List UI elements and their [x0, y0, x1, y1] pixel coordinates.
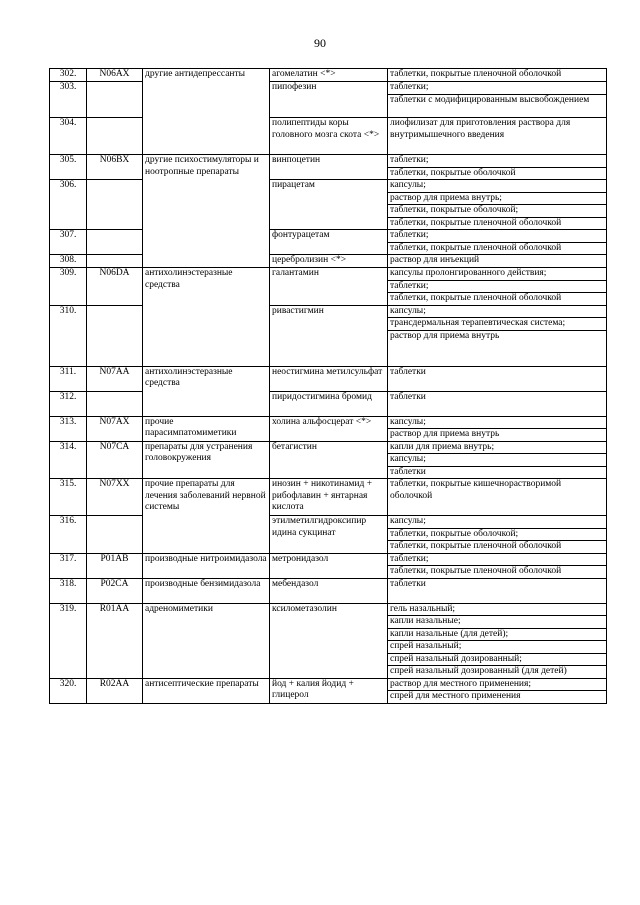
drug-list-table: [49, 68, 607, 704]
dosage-form: трансдермальная терапевтическая система;: [388, 317, 606, 330]
dosage-form: таблетки;: [388, 280, 606, 293]
dosage-forms: [388, 441, 607, 479]
dosage-forms: [388, 391, 607, 416]
row-number: 320.: [50, 678, 87, 703]
atc-code: N06AX: [87, 69, 143, 82]
dosage-form: таблетки, покрытые кишечнорастворимой оболочкой: [390, 479, 562, 501]
pharmacological-group: производные нитроимидазола: [143, 553, 270, 578]
dosage-forms: [388, 155, 607, 180]
drug-name: пирацетам: [270, 180, 388, 230]
table-row: [50, 118, 607, 155]
row-number: 308.: [50, 255, 87, 268]
drug-name: пиридостигмина бромид: [270, 391, 388, 416]
dosage-form: таблетки, покрытые пленочной оболочкой: [388, 540, 606, 553]
dosage-form: таблетки, покрытые оболочкой;: [388, 204, 606, 217]
drug-name: винпоцетин: [270, 155, 388, 180]
drug-name: инозин + никотинамид + рибофлавин + янтарная кислота: [270, 479, 388, 516]
table-row: [50, 678, 607, 703]
atc-code: [87, 82, 143, 118]
dosage-form: таблетки: [390, 366, 426, 377]
atc-code: P02CA: [87, 578, 143, 603]
row-number: 306.: [50, 180, 87, 230]
pharmacological-group: препараты для устранения головокружения: [143, 441, 270, 479]
dosage-forms: [388, 516, 607, 554]
drug-name: йод + калия йодид + глицерол: [270, 678, 388, 703]
dosage-form: капли назальные;: [388, 615, 606, 628]
row-number: 313.: [50, 416, 87, 441]
pharmacological-group: антисептические препараты: [143, 678, 270, 703]
drug-name: церебролизин <*>: [270, 255, 388, 268]
dosage-form: капли для приема внутрь;: [390, 441, 495, 452]
drug-name: агомелатин <*>: [270, 69, 388, 82]
table-row: [50, 230, 607, 255]
row-number: 307.: [50, 230, 87, 255]
table-row: [50, 603, 607, 678]
row-number: 315.: [50, 479, 87, 516]
drug-name: этилметилгидроксипир идина сукцинат: [270, 516, 388, 554]
atc-code: [87, 118, 143, 155]
table-row: [50, 366, 607, 391]
atc-code: N07AA: [87, 366, 143, 391]
dosage-forms: [388, 366, 607, 391]
atc-code: [87, 255, 143, 268]
dosage-form: капсулы;: [390, 516, 426, 526]
atc-code: [87, 305, 143, 366]
dosage-form: таблетки, покрытые пленочной оболочкой: [388, 242, 606, 255]
dosage-form: раствор для местного применения;: [390, 678, 532, 689]
dosage-form: таблетки;: [390, 155, 429, 165]
table-row: [50, 416, 607, 441]
dosage-form: капсулы;: [388, 453, 606, 466]
atc-code: N06BX: [87, 155, 143, 180]
row-number: 311.: [50, 366, 87, 391]
dosage-forms: [388, 416, 607, 441]
dosage-form: таблетки с модифицированным высвобождением: [388, 94, 606, 107]
table-row: [50, 155, 607, 180]
row-number: 316.: [50, 516, 87, 554]
pharmacological-group: другие антидепрессанты: [143, 69, 270, 155]
dosage-form: таблетки, покрытые пленочной оболочкой: [388, 292, 606, 305]
atc-code: N07AX: [87, 416, 143, 441]
drug-name: неостигмина метилсульфат: [270, 366, 388, 391]
atc-code: [87, 391, 143, 416]
drug-name: холина альфосцерат <*>: [270, 416, 388, 441]
dosage-forms: [388, 69, 607, 82]
pharmacological-group: другие психостимуляторы и ноотропные препараты: [143, 155, 270, 268]
dosage-forms: [388, 268, 607, 306]
dosage-form: лиофилизат для приготовления раствора для внутримышечного введения: [390, 118, 571, 140]
dosage-form: таблетки, покрытые оболочкой: [388, 167, 606, 180]
dosage-form: капсулы;: [390, 305, 426, 316]
drug-name: бетагистин: [270, 441, 388, 479]
atc-code: [87, 230, 143, 255]
dosage-form: таблетки, покрытые пленочной оболочкой: [388, 565, 606, 578]
pharmacological-group: адреномиметики: [143, 603, 270, 678]
page-number: 90: [314, 36, 326, 50]
atc-code: [87, 516, 143, 554]
dosage-form: раствор для приема внутрь: [388, 428, 606, 441]
dosage-form: спрей назальный;: [388, 640, 606, 653]
table-row: [50, 578, 607, 603]
pharmacological-group: прочие препараты для лечения заболеваний нервной системы: [143, 479, 270, 554]
dosage-form: раствор для инъекций: [390, 255, 480, 265]
dosage-form: таблетки, покрытые пленочной оболочкой: [388, 217, 606, 230]
dosage-forms: [388, 180, 607, 230]
dosage-form: таблетки: [390, 578, 426, 589]
table-row: [50, 391, 607, 416]
dosage-forms: [388, 479, 607, 516]
dosage-forms: [388, 578, 607, 603]
dosage-form: таблетки;: [390, 82, 429, 92]
dosage-form: капли назальные (для детей);: [388, 628, 606, 641]
dosage-form: раствор для приема внутрь: [388, 330, 606, 343]
drug-name: ривастигмин: [270, 305, 388, 366]
dosage-forms: [388, 118, 607, 155]
row-number: 305.: [50, 155, 87, 180]
dosage-form: таблетки;: [390, 230, 429, 240]
table-row: [50, 479, 607, 516]
dosage-form: капсулы;: [390, 416, 426, 427]
drug-name: галантамин: [270, 268, 388, 306]
row-number: 303.: [50, 82, 87, 118]
dosage-form: раствор для приема внутрь;: [388, 192, 606, 205]
row-number: 310.: [50, 305, 87, 366]
table-row: [50, 268, 607, 306]
row-number: 309.: [50, 268, 87, 306]
dosage-forms: [388, 305, 607, 366]
dosage-form: таблетки: [390, 391, 426, 402]
dosage-form: гель назальный;: [390, 603, 456, 614]
atc-code: P01AB: [87, 553, 143, 578]
atc-code: N06DA: [87, 268, 143, 306]
atc-code: N07XX: [87, 479, 143, 516]
dosage-forms: [388, 255, 607, 268]
table-row: [50, 441, 607, 479]
drug-name: метронидазол: [270, 553, 388, 578]
row-number: 304.: [50, 118, 87, 155]
dosage-forms: [388, 553, 607, 578]
drug-name: ксилометазолин: [270, 603, 388, 678]
table-row: [50, 69, 607, 82]
dosage-forms: [388, 82, 607, 118]
row-number: 319.: [50, 603, 87, 678]
row-number: 314.: [50, 441, 87, 479]
pharmacological-group: антихолинэстеразные средства: [143, 366, 270, 416]
pharmacological-group: антихолинэстеразные средства: [143, 268, 270, 367]
dosage-form: таблетки: [388, 466, 606, 479]
dosage-form: спрей назальный дозированный (для детей): [388, 665, 606, 678]
dosage-form: спрей для местного применения: [388, 690, 606, 703]
dosage-form: капсулы пролонгированного действия;: [390, 268, 547, 278]
drug-name: мебендазол: [270, 578, 388, 603]
row-number: 318.: [50, 578, 87, 603]
pharmacological-group: прочие парасимпатомиметики: [143, 416, 270, 441]
table-row: [50, 255, 607, 268]
drug-name: полипептиды коры головного мозга скота <*>: [270, 118, 388, 155]
atc-code: N07CA: [87, 441, 143, 479]
drug-name: пипофезин: [270, 82, 388, 118]
dosage-form: таблетки, покрытые оболочкой;: [388, 528, 606, 541]
atc-code: R01AA: [87, 603, 143, 678]
dosage-form: капсулы;: [390, 180, 426, 190]
pharmacological-group: производные бензимидазола: [143, 578, 270, 603]
table-row: [50, 516, 607, 554]
dosage-form: таблетки;: [390, 553, 429, 564]
dosage-forms: [388, 678, 607, 703]
atc-code: [87, 180, 143, 230]
atc-code: R02AA: [87, 678, 143, 703]
dosage-forms: [388, 603, 607, 678]
dosage-form: спрей назальный дозированный;: [388, 653, 606, 666]
dosage-form: таблетки, покрытые пленочной оболочкой: [390, 69, 562, 79]
row-number: 302.: [50, 69, 87, 82]
row-number: 317.: [50, 553, 87, 578]
table-row: [50, 305, 607, 366]
table-row: [50, 82, 607, 118]
dosage-forms: [388, 230, 607, 255]
table-row: [50, 553, 607, 578]
drug-name: фонтурацетам: [270, 230, 388, 255]
row-number: 312.: [50, 391, 87, 416]
table-row: [50, 180, 607, 230]
